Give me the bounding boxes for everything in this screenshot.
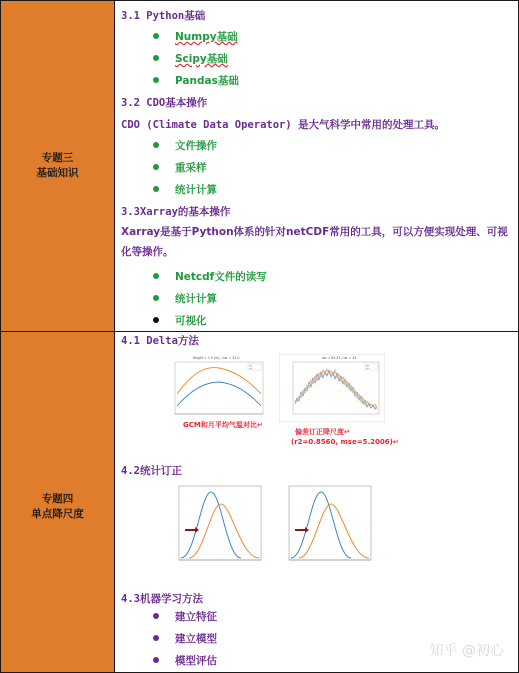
section-heading-4-2: 4.2统计订正 (121, 465, 182, 477)
list-item-text: 重采样 (175, 162, 207, 174)
list-item (153, 610, 217, 624)
list-item (153, 314, 207, 328)
list-item-text: 文件操作 (175, 140, 217, 152)
figure-title: Height = 1.5 (m) / Lat = 33.0 (192, 356, 240, 360)
list-item-text: 统计计算 (175, 293, 217, 305)
bullet-icon (153, 77, 159, 83)
watermark: 知乎 @初心 (429, 643, 504, 659)
list-item (153, 161, 207, 175)
bullet-icon (153, 164, 159, 170)
list-item-text: 建立特征 (175, 611, 217, 623)
topic-cell (1, 1, 115, 331)
bullet-icon (153, 33, 159, 39)
section-heading-3-2: 3.2 CDO基本操作 (121, 97, 208, 109)
list-item-text: 模型评估 (175, 655, 217, 667)
topic-subtitle: 单点降尺度 (31, 508, 84, 520)
bullet-icon (153, 635, 159, 641)
list-item-text: Numpy基础 (175, 31, 238, 43)
delta-comparison-figure (163, 354, 269, 422)
list-item (153, 139, 217, 153)
figure-caption: GCM和月平均气温对比↵ (183, 421, 263, 429)
table-row-topic3 (1, 1, 518, 332)
list-item-text: 可视化 (175, 315, 207, 327)
figure-caption: (r2=0.8560, mse=5.2006)↵ (291, 438, 399, 446)
section-heading-3-1: 3.1 Python基础 (121, 10, 206, 22)
figure-title: lon = 84.33 / lat = 43 (321, 356, 357, 360)
distribution-figure-right (275, 482, 375, 574)
bullet-icon (153, 295, 159, 301)
list-item-text: Netcdf文件的读写 (175, 271, 267, 283)
table-row-topic4 (1, 332, 518, 672)
bullet-icon (153, 186, 159, 192)
bias-corrected-figure (279, 354, 385, 422)
bullet-icon (153, 55, 159, 61)
section-description: Xarray是基于Python体系的针对netCDF常用的工具，可以方便实现处理、可视化等操作。 (121, 226, 508, 258)
section-heading-4-1: 4.1 Delta方法 (121, 335, 199, 347)
topic-name: 专题四 (41, 493, 74, 505)
topic-subtitle: 基础知识 (36, 167, 79, 179)
list-item (153, 270, 267, 284)
bullet-icon (153, 613, 159, 619)
bullet-icon (153, 317, 159, 323)
topic-cell (1, 332, 115, 672)
list-item-text: 统计计算 (175, 184, 217, 196)
bullet-icon (153, 273, 159, 279)
bullet-icon (153, 142, 159, 148)
section-description: CDO (Climate Data Operator) 是大气科学中常用的处理工具。 (121, 119, 446, 131)
list-item (153, 654, 217, 668)
content-cell (115, 332, 518, 672)
list-item (153, 30, 238, 44)
list-item (153, 632, 217, 646)
list-item-text: Pandas基础 (175, 75, 239, 87)
content-cell (115, 1, 518, 331)
figure-caption: 偏差订正降尺度↵ (295, 428, 350, 436)
list-item (153, 183, 217, 197)
list-item (153, 52, 228, 66)
bullet-icon (153, 657, 159, 663)
list-item (153, 74, 239, 88)
list-item-text: 建立模型 (175, 633, 217, 645)
section-heading-4-3: 4.3机器学习方法 (121, 593, 203, 605)
list-item (153, 292, 217, 306)
distribution-figure-left (165, 482, 265, 574)
section-heading-3-3: 3.3Xarray的基本操作 (121, 206, 231, 218)
topic-name: 专题三 (41, 152, 74, 164)
list-item-text: Scipy基础 (175, 53, 228, 65)
